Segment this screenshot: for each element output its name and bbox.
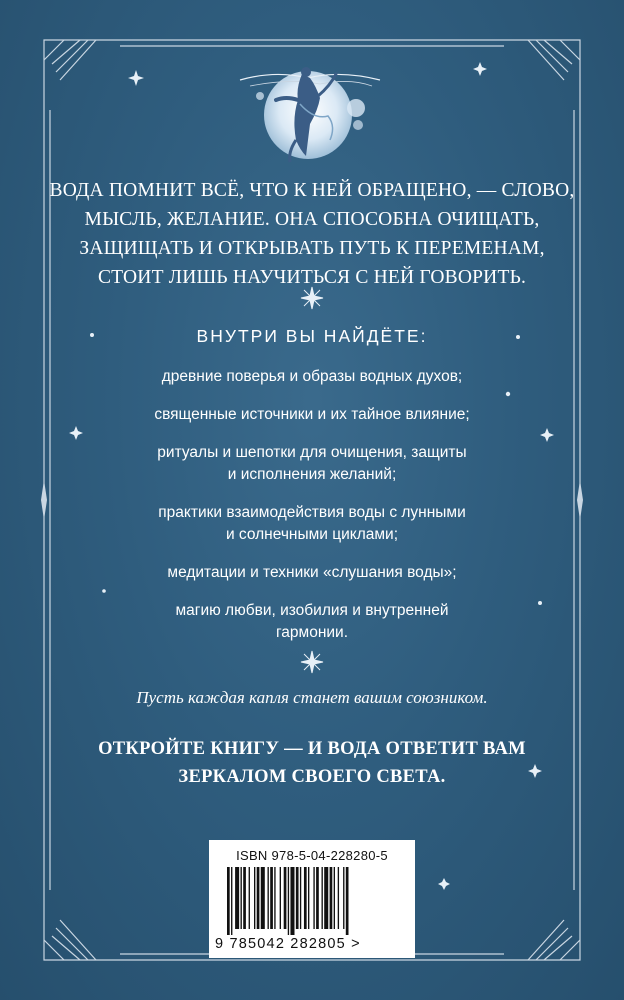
barcode-bar <box>274 867 275 929</box>
lead-line: ВОДА ПОМНИТ ВСЁ, ЧТО К НЕЙ ОБРАЩЕНО, — СЛОВО, <box>49 180 575 201</box>
list-item <box>60 442 564 486</box>
closing-statement <box>40 735 584 791</box>
barcode-bar <box>296 867 299 929</box>
barcode-bar <box>322 867 323 929</box>
closing-line: ЗЕРКАЛОМ СВОЕГО СВЕТА. <box>178 767 446 787</box>
list-item-line: медитации и техники «слушания воды»; <box>167 564 457 581</box>
isbn-text: ISBN 978-5-04-228280-5 <box>236 848 388 863</box>
closing-line: ОТКРОЙТЕ КНИГУ — И ВОДА ОТВЕТИТ ВАМ <box>98 739 526 759</box>
barcode-bar <box>338 867 339 929</box>
barcode-bar <box>241 867 242 929</box>
list-item <box>60 502 564 546</box>
list-item <box>60 366 564 388</box>
barcode-bar <box>300 867 301 929</box>
list-item-line: магию любви, изобилия и внутренней <box>175 602 449 619</box>
barcode-bar <box>268 867 269 929</box>
barcode-icon <box>227 867 397 935</box>
barcode-bar <box>280 867 281 929</box>
barcode-bar <box>227 867 230 935</box>
barcode-bar <box>324 867 328 929</box>
barcode-bar <box>254 867 255 929</box>
barcode-bar <box>308 867 309 929</box>
list-item-line: ритуалы и шепотки для очищения, защиты <box>157 444 467 461</box>
barcode-bar <box>261 867 265 929</box>
section-heading: ВНУТРИ ВЫ НАЙДЁТЕ: <box>196 326 428 346</box>
list-item-line: древние поверья и образы водных духов; <box>161 368 463 385</box>
barcode-bar <box>313 867 314 929</box>
barcode-bar <box>304 867 307 929</box>
barcode-label <box>209 840 415 958</box>
barcode-bar <box>290 867 294 935</box>
barcode-digits: 9 785042 282805 > <box>215 936 361 952</box>
contents-list <box>60 366 564 660</box>
list-item-line: практики взаимодействия воды с лунными <box>158 504 466 521</box>
list-item-line: гармонии. <box>275 624 348 641</box>
barcode-bar <box>288 867 289 935</box>
barcode-bar <box>284 867 287 929</box>
barcode-bar <box>330 867 333 929</box>
barcode-bar <box>343 867 344 929</box>
barcode-bar <box>270 867 273 929</box>
list-item <box>60 404 564 426</box>
dancer-moon-illustration <box>240 67 380 162</box>
barcode-bar <box>249 867 250 929</box>
list-item <box>60 562 564 584</box>
barcode-bar <box>231 867 232 935</box>
barcode-bar <box>235 867 239 929</box>
barcode-bar <box>316 867 319 929</box>
list-item-line: священные источники и их тайное влияние; <box>154 406 470 423</box>
list-item <box>60 600 564 644</box>
list-item-line: и солнечными циклами; <box>225 526 399 543</box>
barcode-bar <box>243 867 246 929</box>
lead-paragraph <box>40 176 584 292</box>
lead-line: ЗАЩИЩАТЬ И ОТКРЫВАТЬ ПУТЬ К ПЕРЕМЕНАМ, <box>79 238 545 259</box>
barcode-bar <box>257 867 260 929</box>
lead-line: СТОИТ ЛИШЬ НАУЧИТЬСЯ С НЕЙ ГОВОРИТЬ. <box>97 267 527 288</box>
lead-line: МЫСЛЬ, ЖЕЛАНИЕ. ОНА СПОСОБНА ОЧИЩАТЬ, <box>84 209 540 230</box>
list-item-line: и исполнения желаний; <box>227 466 397 483</box>
barcode-bar <box>334 867 335 929</box>
italic-tagline: Пусть каждая капля станет вашим союзником. <box>136 688 488 707</box>
barcode-bar <box>346 867 349 935</box>
